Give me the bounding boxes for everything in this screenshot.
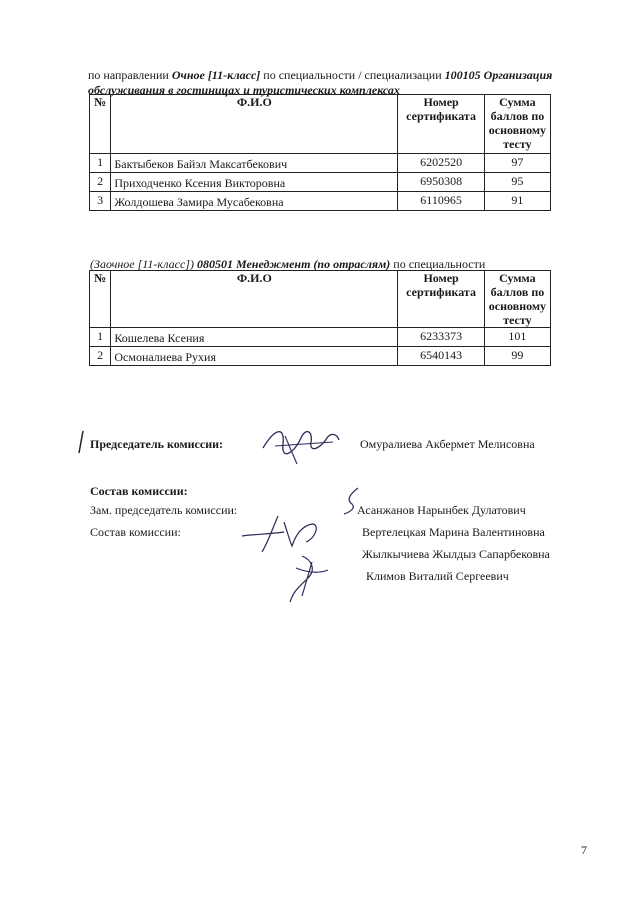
- row-cert: 6950308: [398, 173, 485, 192]
- intro-prefix: по направлении: [88, 68, 172, 82]
- row-name: Осмоналиева Рухия: [111, 347, 398, 366]
- intro-specialty: 100105 Организация обслуживания в гостиницах и туристических комплексах: [88, 68, 553, 97]
- chair-signature: [255, 418, 345, 468]
- row-score: 99: [484, 347, 550, 366]
- member-name: Жылкычиева Жылдыз Сапарбековна: [362, 547, 550, 561]
- col-score-header: Сумма баллов по основному тесту: [484, 271, 550, 328]
- col-cert-header: Номер сертификата: [398, 271, 485, 328]
- intro-direction: Очное [11-класс]: [171, 68, 261, 82]
- page-number: 7: [581, 843, 587, 857]
- intro2-direction: (Заочное [11-класс]): [90, 257, 194, 271]
- row-name: Жолдошева Замира Мусабековна: [111, 192, 398, 211]
- results-table-1: [89, 94, 551, 211]
- row-name: Кошелева Ксения: [111, 328, 398, 347]
- row-name: Приходченко Ксения Викторовна: [111, 173, 398, 192]
- row-score: 101: [484, 328, 550, 347]
- table-row: [90, 192, 551, 211]
- chair-name: Омуралиева Акбермет Мелисовна: [360, 437, 535, 451]
- row-cert: 6110965: [398, 192, 485, 211]
- col-score-header: Сумма баллов по основному тесту: [484, 95, 550, 154]
- table-header-row: [90, 271, 551, 328]
- composition-label: Состав комиссии:: [90, 484, 188, 498]
- row-cert: 6540143: [398, 347, 485, 366]
- results-table-2: [89, 270, 551, 366]
- intro2-specialty: 080501 Менеджмент (по отраслям): [193, 257, 391, 271]
- col-name-header: Ф.И.О: [111, 95, 398, 154]
- row-num: 1: [90, 328, 111, 347]
- table-row: [90, 154, 551, 173]
- intro2-suffix: по специальности: [390, 257, 486, 271]
- deputy-label: Зам. председатель комиссии:: [90, 503, 238, 517]
- row-num: 2: [90, 347, 111, 366]
- row-num: 2: [90, 173, 111, 192]
- row-score: 95: [484, 173, 550, 192]
- member-name: Климов Виталий Сергеевич: [366, 569, 509, 583]
- row-score: 97: [484, 154, 550, 173]
- row-score: 91: [484, 192, 550, 211]
- table-header-row: [90, 95, 551, 154]
- member-name: Вертелецкая Марина Валентиновна: [362, 525, 545, 539]
- members-signatures: [232, 512, 342, 608]
- col-num-header: №: [90, 271, 111, 328]
- margin-mark: [78, 430, 84, 454]
- row-cert: 6202520: [398, 154, 485, 173]
- table-row: [90, 328, 551, 347]
- col-cert-header: Номер сертификата: [398, 95, 485, 154]
- deputy-name: Асанжанов Нарынбек Дулатович: [357, 503, 526, 517]
- col-num-header: №: [90, 95, 111, 154]
- row-name: Бактыбеков Байэл Максатбекович: [111, 154, 398, 173]
- row-cert: 6233373: [398, 328, 485, 347]
- intro-middle: по специальности / специализации: [260, 68, 445, 82]
- members-label: Состав комиссии:: [90, 525, 181, 539]
- table-row: [90, 173, 551, 192]
- row-num: 3: [90, 192, 111, 211]
- col-name-header: Ф.И.О: [111, 271, 398, 328]
- row-num: 1: [90, 154, 111, 173]
- chair-label: Председатель комиссии:: [90, 437, 224, 451]
- table-row: [90, 347, 551, 366]
